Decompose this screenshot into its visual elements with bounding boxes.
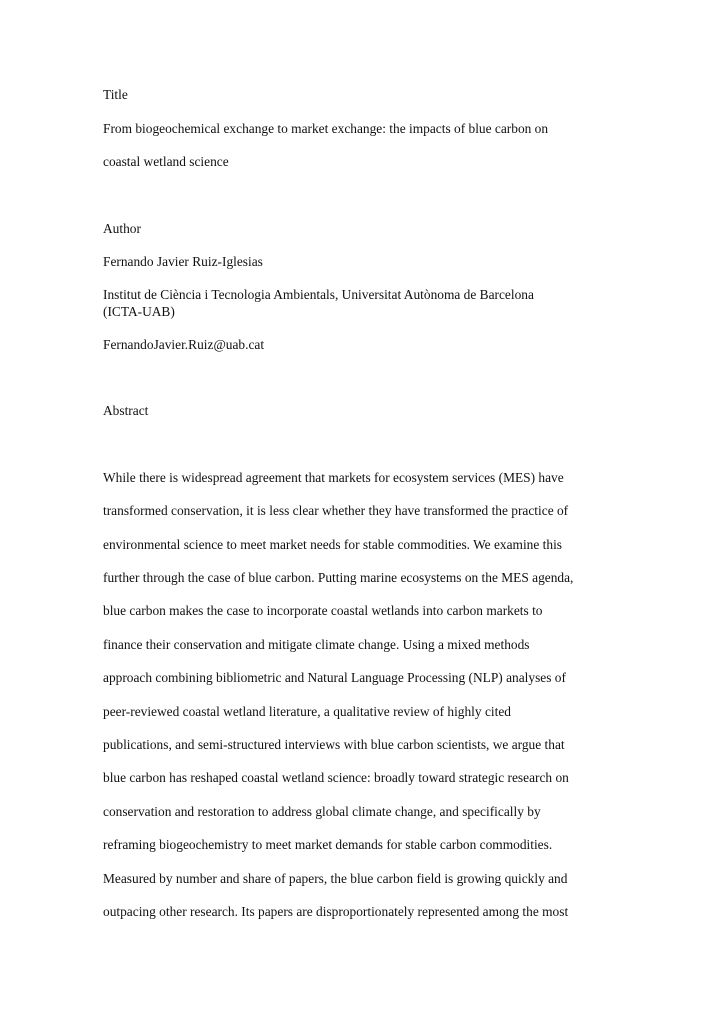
abstract-line: further through the case of blue carbon. Putting marine ecosystems on the MES agenda, <box>103 570 574 585</box>
abstract-line: blue carbon has reshaped coastal wetland science: broadly toward strategic research on <box>103 770 569 785</box>
abstract-line: transformed conservation, it is less clear whether they have transformed the practice of <box>103 503 569 518</box>
abstract-line: conservation and restoration to address global climate change, and specifically by <box>103 804 541 819</box>
paper-title-line-2: coastal wetland science <box>103 154 229 169</box>
abstract-line: blue carbon makes the case to incorporate coastal wetlands into carbon markets to <box>103 603 543 618</box>
author-email: FernandoJavier.Ruiz@uab.cat <box>103 337 265 352</box>
author-affiliation-line-1: Institut de Ciència i Tecnologia Ambientals, Universitat Autònoma de Barcelona <box>103 287 534 302</box>
abstract-line: environmental science to meet market needs for stable commodities. We examine this <box>103 537 563 552</box>
paper-title-line-1: From biogeochemical exchange to market exchange: the impacts of blue carbon on <box>103 121 549 136</box>
abstract-line: While there is widespread agreement that markets for ecosystem services (MES) have <box>103 470 564 485</box>
author-affiliation-line-2: (ICTA-UAB) <box>103 304 175 319</box>
abstract-line: outpacing other research. Its papers are disproportionately represented among the most <box>103 904 569 919</box>
abstract-heading: Abstract <box>103 403 149 418</box>
abstract-line: approach combining bibliometric and Natural Language Processing (NLP) analyses of <box>103 670 566 685</box>
abstract-line: peer-reviewed coastal wetland literature, a qualitative review of highly cited <box>103 704 511 719</box>
abstract-line: finance their conservation and mitigate climate change. Using a mixed methods <box>103 637 530 652</box>
abstract-line: reframing biogeochemistry to meet market demands for stable carbon commodities. <box>103 837 553 852</box>
author-name: Fernando Javier Ruiz-Iglesias <box>103 254 263 269</box>
abstract-line: publications, and semi-structured interviews with blue carbon scientists, we argue that <box>103 737 565 752</box>
title-heading: Title <box>103 87 128 102</box>
author-heading: Author <box>103 221 141 236</box>
abstract-line: Measured by number and share of papers, the blue carbon field is growing quickly and <box>103 871 568 886</box>
